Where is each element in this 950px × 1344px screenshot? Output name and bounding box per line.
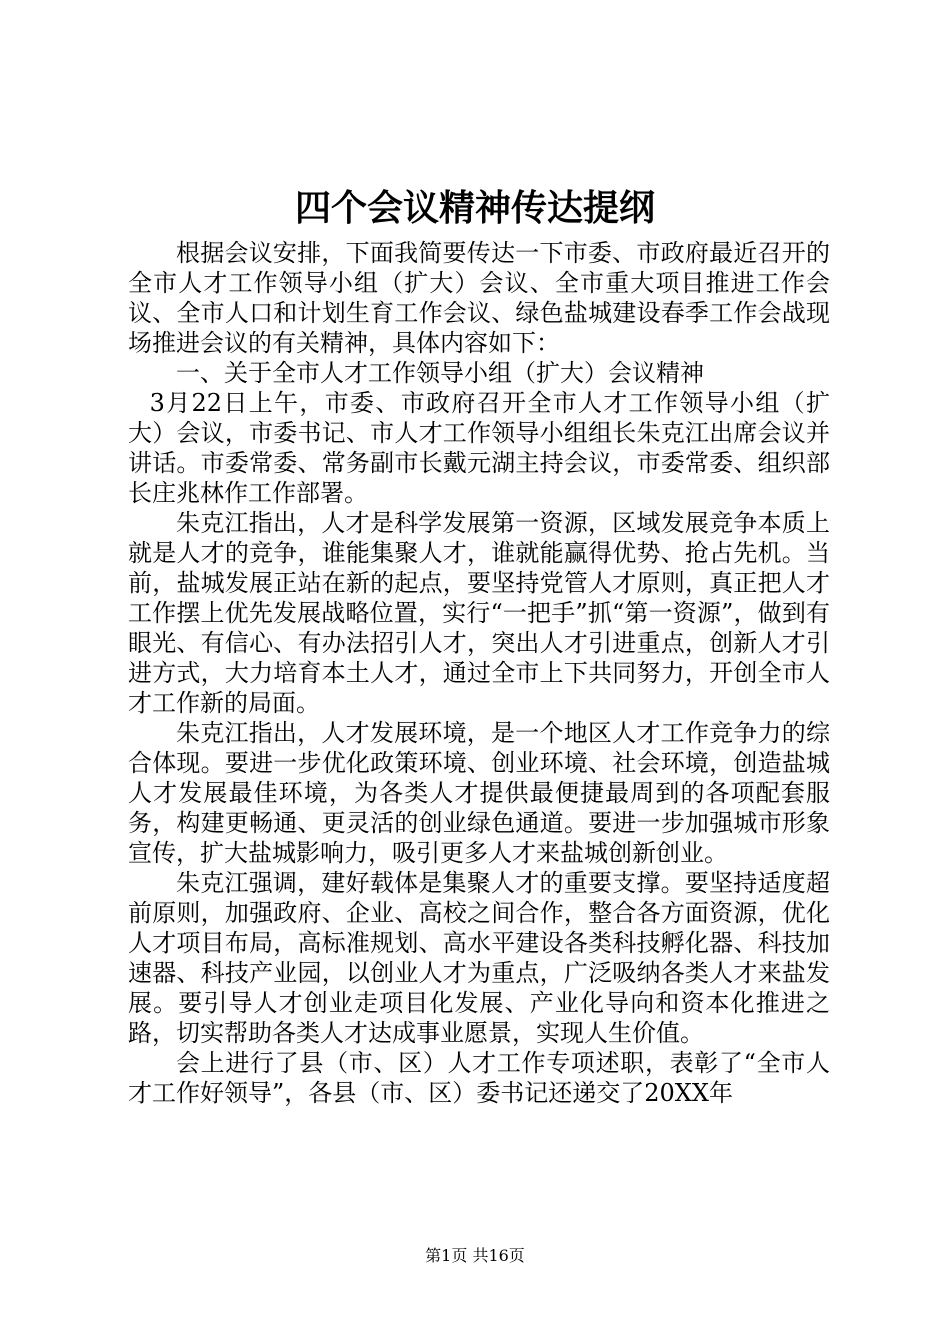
document-title: 四个会议精神传达提纲	[294, 187, 655, 229]
page-footer: 第1页 共16页	[425, 1246, 525, 1265]
paragraph-talent-resource: 朱克江指出，人才是科学发展第一资源，区域发展竞争本质上就是人才的竞争，谁能集聚人才，谁就能赢得优势、抢占先机。当前，盐城发展正站在新的起点，要坚持党管人才原则，真正把人才工作摆上优先发展战略位置，实行“一把手”抓“第一资源”，做到有眼光、有信心、有办法招引人才，突出人才引进重点，创新人才引进方式，大力培育本土人才，通过全市上下共同努力，开创全市人才工作新的局面。	[128, 509, 830, 717]
paragraph-intro: 根据会议安排，下面我简要传达一下市委、市政府最近召开的全市人才工作领导小组（扩大）会议、全市重大项目推进工作会议、全市人口和计划生育工作会议、绿色盐城建设春季工作会战现场推进会议的有关精神，具体内容如下：	[128, 239, 830, 357]
paragraph-talent-environment: 朱克江指出，人才发展环境，是一个地区人才工作竞争力的综合体现。要进一步优化政策环境、创业环境、社会环境，创造盐城人才发展最佳环境，为各类人才提供最便捷最周到的各项配套服务，构建更畅通、更灵活的创业绿色通道。要进一步加强城市形象宣传，扩大盐城影响力，吸引更多人才来盐城创新创业。	[128, 719, 830, 867]
paragraph-meeting-report: 会上进行了县（市、区）人才工作专项述职，表彰了“全市人才工作好领导”，各县（市、区）委书记还递交了20XX年	[128, 1049, 830, 1107]
section-heading-1: 一、关于全市人才工作领导小组（扩大）会议精神	[176, 359, 704, 387]
paragraph-talent-carrier: 朱克江强调，建好载体是集聚人才的重要支撑。要坚持适度超前原则，加强政府、企业、高校之间合作，整合各方面资源，优化人才项目布局，高标准规划、高水平建设各类科技孵化器、科技加速器、科技产业园，以创业人才为重点，广泛吸纳各类人才来盐发展。要引导人才创业走项目化发展、产业化导向和资本化推进之路，切实帮助各类人才达成事业愿景，实现人生价值。	[128, 869, 830, 1047]
document-body	[128, 238, 830, 1108]
paragraph-meeting-summary: 3月22日上午，市委、市政府召开全市人才工作领导小组（扩大）会议，市委书记、市人才工作领导小组组长朱克江出席会议并讲话。市委常委、常务副市长戴元湖主持会议，市委常委、组织部长庄兆林作工作部署。	[128, 389, 830, 507]
